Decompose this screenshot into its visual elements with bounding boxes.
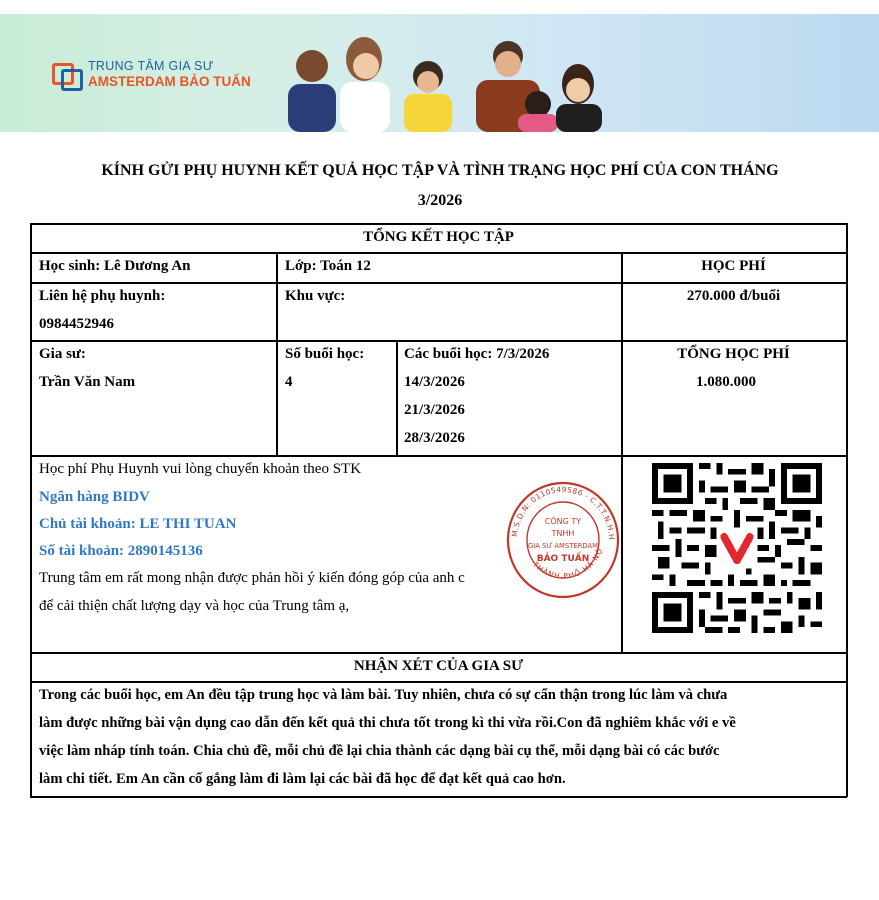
tutor-comment-line: việc làm nháp tính toán. Chia chủ đề, mỗi chủ đề lại chia thành các dạng bài cụ thể, mỗi dạng bài có các bước	[39, 743, 720, 759]
svg-text:BẢO TUẤN: BẢO TUẤN	[536, 554, 590, 564]
area-label: Khu vực:	[285, 288, 346, 304]
tutor-name: Trần Văn Nam	[39, 374, 136, 390]
logo-line-2: AMSTERDAM BẢO TUẤN	[88, 74, 251, 89]
feedback-text-line-1: Trung tâm em rất mong nhận được phản hồi ý kiến đóng góp của anh c	[39, 570, 465, 586]
summary-header: TỔNG KẾT HỌC TẬP	[363, 229, 514, 245]
payment-instruction: Học phí Phụ Huynh vui lòng chuyển khoản theo STK	[39, 461, 362, 477]
company-stamp-seal	[505, 478, 621, 600]
total-fee-label: TỔNG HỌC PHÍ	[677, 346, 790, 362]
payment-qr-code	[652, 463, 822, 633]
student-name: Học sinh: Lê Dương An	[39, 258, 191, 274]
logo-line-1: TRUNG TÂM GIA SƯ	[88, 59, 214, 73]
svg-text:GIA SƯ AMSTERDAM: GIA SƯ AMSTERDAM	[527, 542, 599, 550]
account-holder: Chủ tài khoản: LE THI TUAN	[39, 516, 237, 532]
session-date: 21/3/2026	[404, 402, 465, 418]
svg-text:TNHH: TNHH	[551, 529, 575, 538]
tutor-comment-line: làm được những bài vận dụng cao dẫn đến kết quả thi chưa tốt trong kì thi vừa rồi.Con đã nghiêm khắc với e về	[39, 715, 736, 731]
session-date: Các buổi học: 7/3/2026	[404, 346, 550, 362]
svg-text:M.S.D.N: 0110549586 - C.T.T.N.: M.S.D.N: 0110549586 - C.T.T.N.H.H	[510, 484, 617, 541]
title-line-1: KÍNH GỬI PHỤ HUYNH KẾT QUẢ HỌC TẬP VÀ TÌNH TRẠNG HỌC PHÍ CỦA CON THÁNG	[101, 162, 779, 179]
tutor-comment-line: Trong các buổi học, em An đều tập trung học và làm bài. Tuy nhiên, chưa có sự cẩn thận trong lúc làm và chưa	[39, 687, 728, 703]
svg-text:THÀNH PHỐ HÀ NỘI: THÀNH PHỐ HÀ NỘ	[531, 546, 605, 581]
session-date: 14/3/2026	[404, 374, 465, 390]
fee-value: 270.000 đ/buổi	[686, 288, 781, 304]
class-name: Lớp: Toán 12	[285, 258, 371, 274]
bank-name: Ngân hàng BIDV	[39, 489, 150, 505]
tutor-comment-line: làm chi tiết. Em An cần cố gắng làm đi làm lại các bài đã học để đạt kết quả cao hơn.	[39, 771, 566, 787]
sessions-label: Số buổi học:	[285, 346, 365, 362]
svg-text:CÔNG TY: CÔNG TY	[544, 517, 582, 526]
parent-contact-label: Liên hệ phụ huynh:	[39, 288, 166, 304]
fee-label: HỌC PHÍ	[701, 258, 766, 274]
tutor-label: Gia sư:	[39, 346, 86, 362]
tutor-comment-header: NHẬN XÉT CỦA GIA SƯ	[353, 658, 524, 674]
session-date: 28/3/2026	[404, 430, 465, 446]
parent-contact-phone: 0984452946	[39, 316, 114, 332]
total-fee-value: 1.080.000	[696, 374, 756, 390]
title-line-2: 3/2026	[417, 192, 463, 209]
feedback-text-line-2: để cải thiện chất lượng dạy và học của Trung tâm ạ,	[39, 598, 350, 614]
account-number: Số tài khoản: 2890145136	[39, 543, 203, 559]
sessions-value: 4	[285, 374, 293, 390]
